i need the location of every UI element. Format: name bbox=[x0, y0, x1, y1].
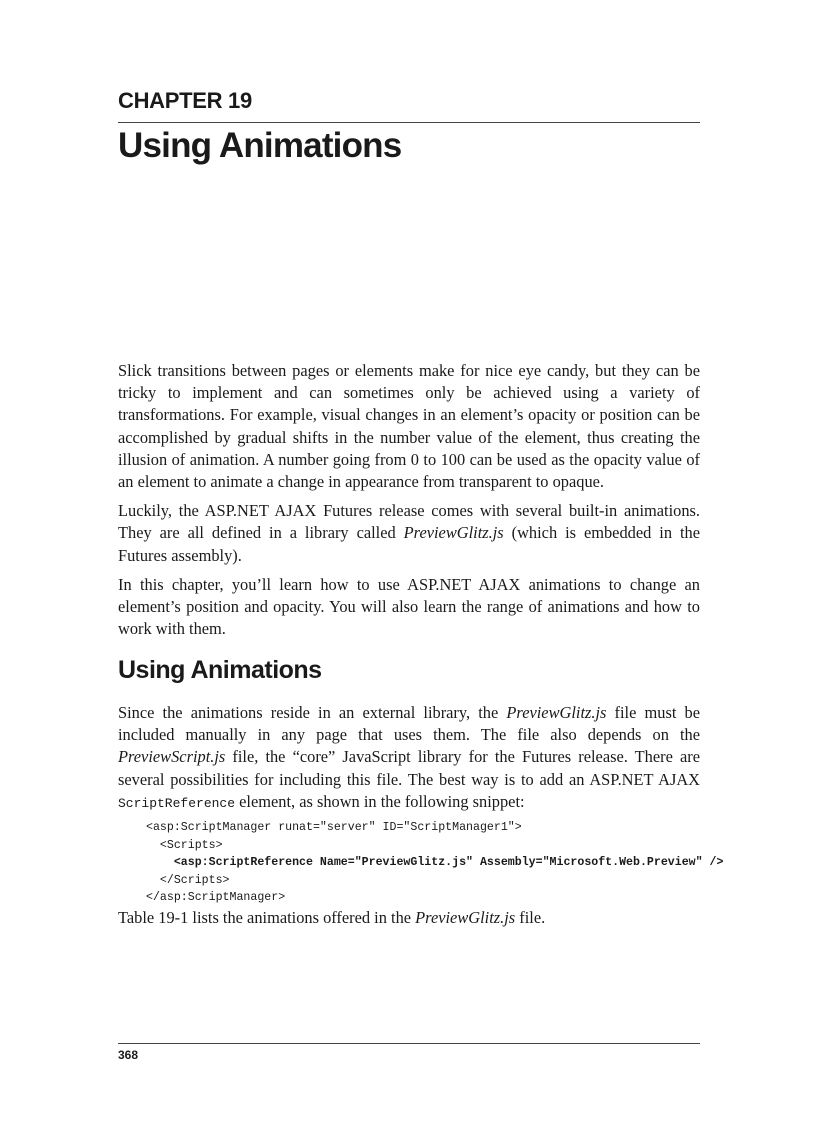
file-name: PreviewScript.js bbox=[118, 747, 226, 767]
intro-paragraph-2 bbox=[118, 500, 700, 567]
chapter-label: CHAPTER 19 bbox=[118, 88, 252, 113]
file-name: PreviewGlitz.js bbox=[506, 703, 607, 722]
page-number: 368 bbox=[118, 1048, 139, 1062]
file-name: PreviewGlitz.js bbox=[415, 908, 516, 927]
section-text bbox=[118, 702, 700, 822]
code-snippet bbox=[146, 819, 723, 907]
text-run: element, as shown in the following snippet: bbox=[235, 791, 525, 811]
text-run: Since the animations reside in an external library, the bbox=[118, 703, 507, 722]
closing-paragraph bbox=[118, 907, 700, 929]
code-line: </asp:ScriptManager> bbox=[146, 891, 286, 905]
text-run: file, the “core” JavaScript library for the Futures release. There are several possibilities for including this file. The best way is to add an ASP.NET AJAX bbox=[118, 747, 700, 789]
inline-code: ScriptReference bbox=[118, 795, 236, 811]
code-line: <Scripts> bbox=[146, 838, 223, 852]
code-line-highlighted: <asp:ScriptReference Name="PreviewGlitz.js" Assembly="Microsoft.Web.Preview" /> bbox=[146, 856, 724, 870]
intro-paragraph-1: Slick transitions between pages or elements make for nice eye candy, but they can be tricky to implement and can sometimes only be achieved using a variety of transformations. For example, visual changes in an element’s opacity or position can be accomplished by gradual shifts in the number value of the element, thus creating the illusion of animation. A number going from 0 to 100 can be used as the opacity value of an element to animate a change in appearance from transparent to opaque. bbox=[118, 361, 700, 492]
text-run: file. bbox=[515, 908, 546, 927]
code-line: <asp:ScriptManager runat="server" ID="ScriptManager1"> bbox=[146, 821, 522, 834]
chapter-title: Using Animations bbox=[118, 126, 402, 165]
text-run: Luckily, the ASP.NET AJAX Futures release comes with several built-in animations. They are all defined in a library called bbox=[118, 501, 700, 543]
code-line: </Scripts> bbox=[146, 873, 230, 887]
footer-rule bbox=[118, 1043, 700, 1044]
section-title: Using Animations bbox=[118, 656, 322, 684]
chapter-rule bbox=[118, 122, 700, 123]
section-paragraph-1 bbox=[118, 702, 700, 815]
text-run: (which is embedded in the Futures assembly). bbox=[118, 523, 700, 565]
closing-text bbox=[118, 907, 700, 936]
intro-paragraph-3: In this chapter, you’ll learn how to use ASP.NET AJAX animations to change an element’s position and opacity. You will also learn the range of animations and how to work with them. bbox=[118, 574, 700, 639]
text-run: Table 19-1 lists the animations offered in the bbox=[118, 908, 416, 927]
file-name: PreviewGlitz.js bbox=[403, 523, 504, 543]
intro-text bbox=[118, 360, 700, 647]
text-run: file must be included manually in any page that uses them. The file also depends on the bbox=[118, 703, 700, 745]
